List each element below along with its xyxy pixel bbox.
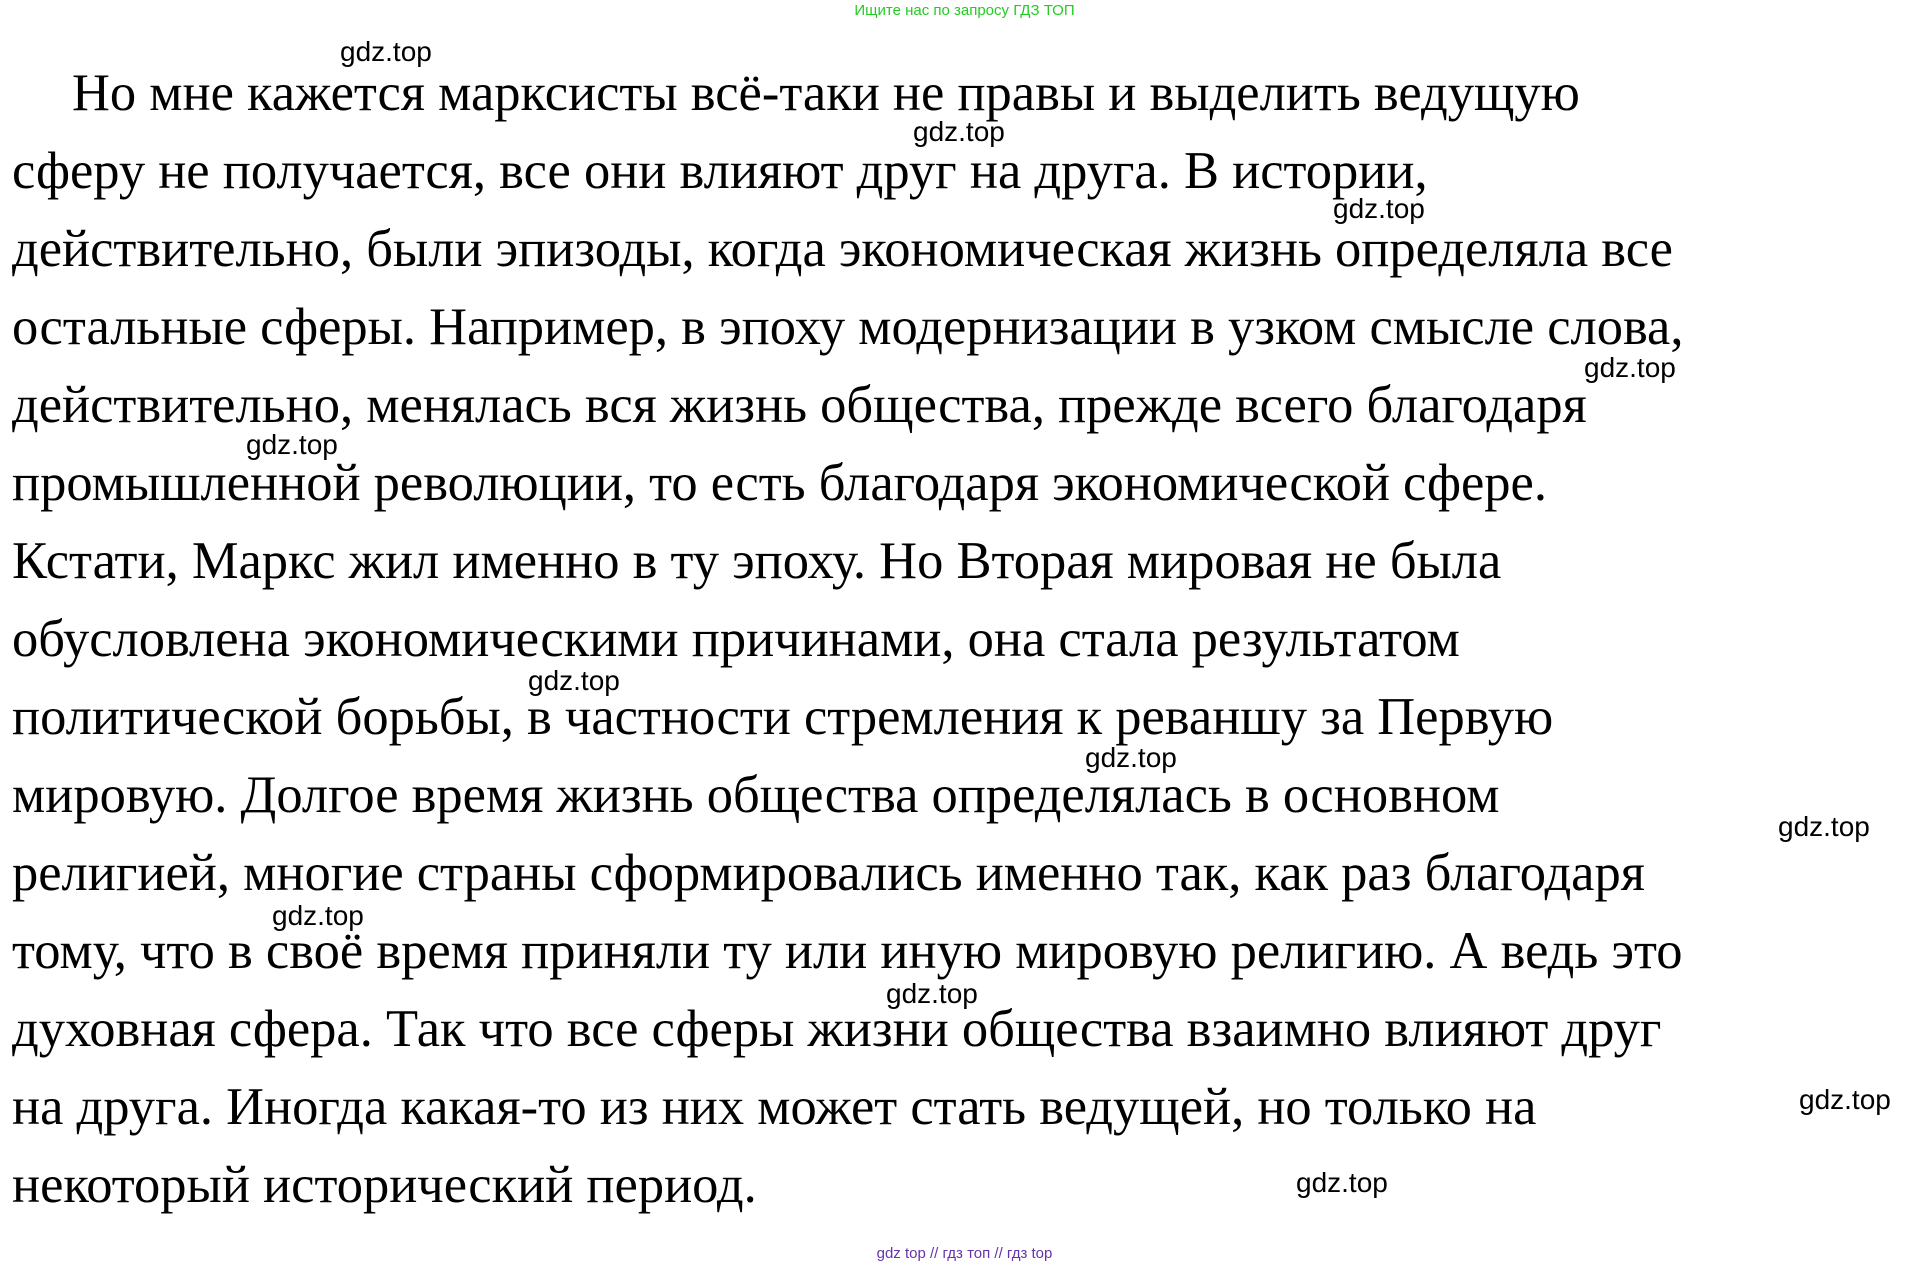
watermark: gdz.top	[1333, 193, 1425, 224]
text-line-6: промышленной революции, то есть благодаря экономической сфере.	[12, 454, 1547, 512]
watermark: gdz.top	[1584, 352, 1676, 383]
watermark: gdz.top	[1296, 1167, 1388, 1198]
text-line-10: мировую. Долгое время жизнь общества определялась в основном	[12, 766, 1500, 824]
text-line-3: действительно, были эпизоды, когда экономическая жизнь определяла все	[12, 220, 1673, 278]
watermark: gdz.top	[1799, 1084, 1891, 1115]
watermark: gdz.top	[886, 978, 978, 1009]
text-line-12: тому, что в своё время приняли ту или иную мировую религию. А ведь это	[12, 922, 1683, 980]
watermark: gdz.top	[246, 429, 338, 460]
text-line-14: на друга. Иногда какая-то из них может стать ведущей, но только на	[12, 1078, 1537, 1136]
watermark: gdz.top	[1085, 742, 1177, 773]
text-line-11: религией, многие страны сформировались именно так, как раз благодаря	[12, 844, 1645, 902]
text-line-4: остальные сферы. Например, в эпоху модернизации в узком смысле слова,	[12, 298, 1684, 356]
text-line-2: сферу не получается, все они влияют друг на друга. В истории,	[12, 142, 1428, 200]
text-line-8: обусловлена экономическими причинами, она стала результатом	[12, 610, 1460, 668]
watermark: gdz.top	[528, 665, 620, 696]
watermark: gdz.top	[913, 116, 1005, 147]
text-line-9: политической борьбы, в частности стремления к реваншу за Первую	[12, 688, 1554, 746]
watermark: gdz.top	[272, 900, 364, 931]
top-banner: Ищите нас по запросу ГДЗ ТОП	[854, 2, 1075, 19]
text-line-15: некоторый исторический период.	[12, 1156, 757, 1214]
text-line-13: духовная сфера. Так что все сферы жизни общества взаимно влияют друг	[12, 1000, 1662, 1058]
text-line-7: Кстати, Маркс жил именно в ту эпоху. Но Вторая мировая не была	[12, 532, 1502, 590]
footer-links: gdz top // гдз топ // гдз top	[876, 1245, 1053, 1262]
text-line-1: Но мне кажется марксисты всё-таки не правы и выделить ведущую	[72, 64, 1580, 122]
watermark: gdz.top	[340, 36, 432, 67]
watermark: gdz.top	[1778, 811, 1870, 842]
text-line-5: действительно, менялась вся жизнь общества, прежде всего благодаря	[12, 376, 1587, 434]
